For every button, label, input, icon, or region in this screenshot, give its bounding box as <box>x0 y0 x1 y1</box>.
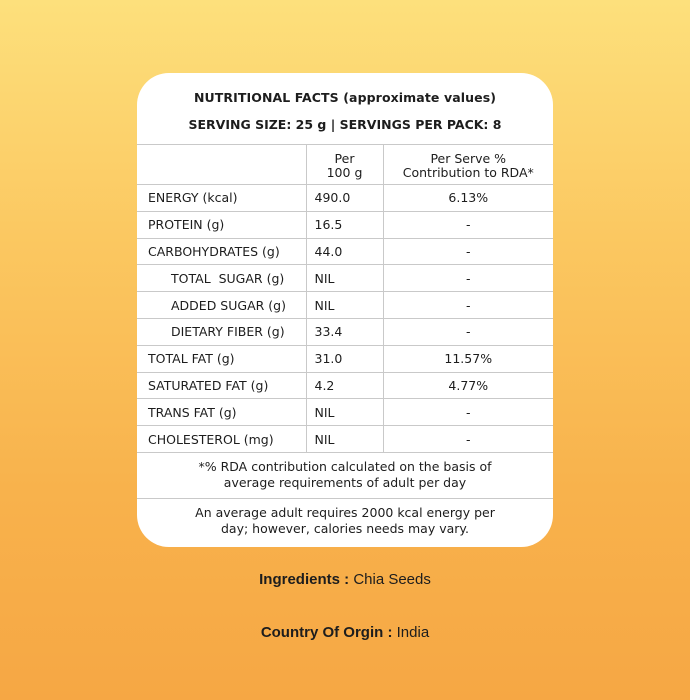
table-row <box>137 426 553 453</box>
table-row <box>137 318 553 345</box>
nutrition-title: NUTRITIONAL FACTS (approximate values) <box>193 90 497 105</box>
origin-label: Country Of Orgin : <box>260 624 393 641</box>
table-row <box>137 238 553 265</box>
nutrient-name: ADDED SUGAR (g) <box>137 292 306 319</box>
per-100g-value: NIL <box>306 399 383 426</box>
serving-info: SERVING SIZE: 25 g | SERVINGS PER PACK: 8 <box>188 117 502 132</box>
per-100g-value: NIL <box>306 426 383 453</box>
rda-value: - <box>383 399 553 426</box>
energy-footnote <box>137 505 553 537</box>
table-row <box>137 185 553 212</box>
rda-value: - <box>383 318 553 345</box>
ingredients-label: Ingredients : <box>259 571 350 588</box>
per-100g-value: 33.4 <box>306 318 383 345</box>
nutrient-name: CARBOHYDRATES (g) <box>137 238 306 265</box>
energy-footnote-line1: An average adult requires 2000 kcal energy per <box>195 505 495 520</box>
rda-value: 4.77% <box>383 372 553 399</box>
header-per-100g <box>306 145 383 185</box>
header-rda-line1: Per Serve % <box>430 150 507 166</box>
header-per-100g-line1: Per <box>334 150 355 166</box>
header-nutrient <box>137 145 306 185</box>
footnote-divider <box>137 498 553 499</box>
origin-value: India <box>396 624 430 641</box>
per-100g-value: 490.0 <box>306 185 383 212</box>
nutrient-name: PROTEIN (g) <box>137 211 306 238</box>
per-100g-value: NIL <box>306 292 383 319</box>
header-rda <box>383 145 553 185</box>
rda-value: - <box>383 265 553 292</box>
rda-footnote <box>137 459 553 491</box>
rda-value: - <box>383 238 553 265</box>
rda-value: - <box>383 292 553 319</box>
nutrition-facts-card <box>137 73 553 547</box>
origin-line <box>0 624 690 641</box>
nutrient-name: DIETARY FIBER (g) <box>137 318 306 345</box>
table-row <box>137 399 553 426</box>
ingredients-line <box>0 571 690 588</box>
nutrient-name: TOTAL SUGAR (g) <box>137 265 306 292</box>
per-100g-value: 31.0 <box>306 345 383 372</box>
table-row <box>137 265 553 292</box>
nutrient-name: TRANS FAT (g) <box>137 399 306 426</box>
ingredients-value: Chia Seeds <box>353 571 431 588</box>
per-100g-value: 4.2 <box>306 372 383 399</box>
rda-footnote-line2: average requirements of adult per day <box>223 475 467 490</box>
nutrient-name: TOTAL FAT (g) <box>137 345 306 372</box>
table-header-row <box>137 145 553 185</box>
table-row <box>137 345 553 372</box>
per-100g-value: 44.0 <box>306 238 383 265</box>
header-rda-line2: Contribution to RDA* <box>402 164 534 180</box>
table-row <box>137 372 553 399</box>
header-per-100g-line2: 100 g <box>326 164 363 180</box>
nutrient-name: ENERGY (kcal) <box>137 185 306 212</box>
per-100g-value: 16.5 <box>306 211 383 238</box>
per-100g-value: NIL <box>306 265 383 292</box>
rda-value: - <box>383 426 553 453</box>
rda-value: 6.13% <box>383 185 553 212</box>
rda-footnote-line1: *% RDA contribution calculated on the basis of <box>198 459 492 474</box>
table-row <box>137 211 553 238</box>
nutrition-table <box>137 144 553 453</box>
table-row <box>137 292 553 319</box>
rda-value: 11.57% <box>383 345 553 372</box>
nutrient-name: CHOLESTEROL (mg) <box>137 426 306 453</box>
energy-footnote-line2: day; however, calories needs may vary. <box>221 521 469 536</box>
rda-value: - <box>383 211 553 238</box>
nutrient-name: SATURATED FAT (g) <box>137 372 306 399</box>
